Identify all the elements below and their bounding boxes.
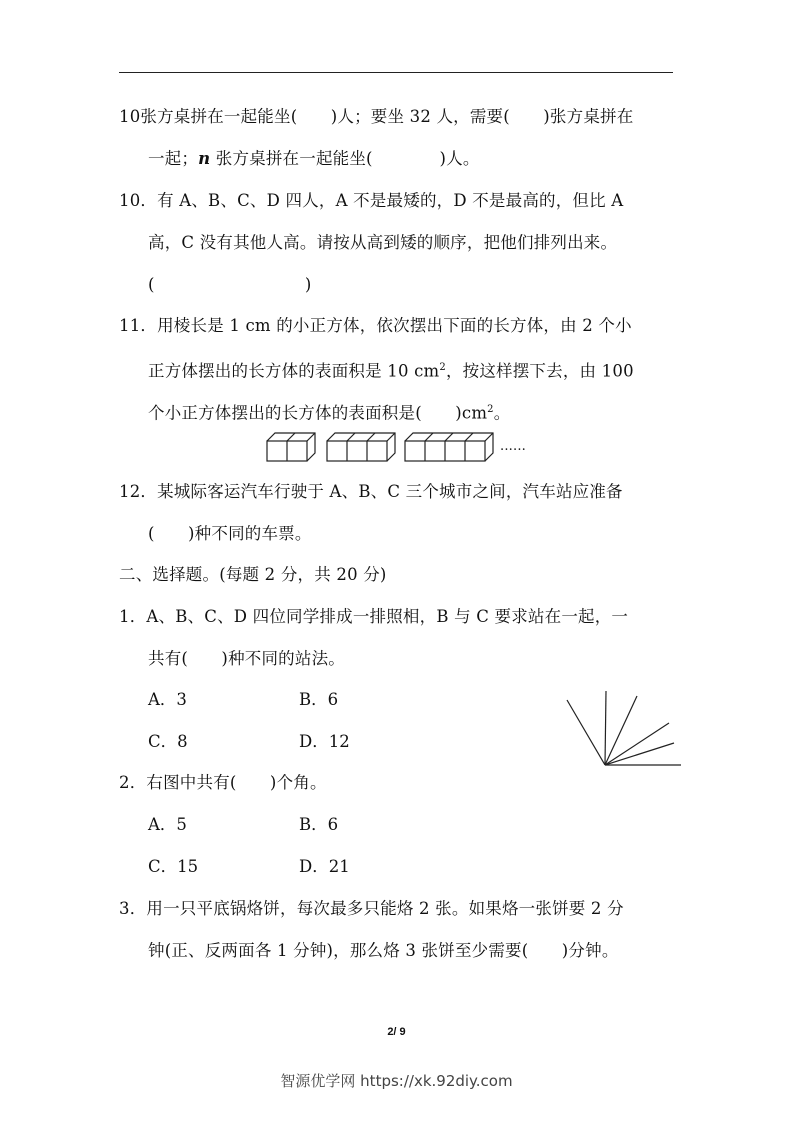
q1-option-d: D．12 bbox=[299, 732, 350, 751]
q1-option-b: B．6 bbox=[299, 690, 339, 709]
q11-sup-a: 2 bbox=[439, 362, 446, 373]
q11-text-a: 正方体摆出的长方体的表面积是 10 cm bbox=[148, 361, 440, 381]
q10-line-2: 高，C 没有其他人高。请按从高到矮的顺序，把他们排列出来。 bbox=[148, 233, 618, 252]
q11-text-c: 个小正方体摆出的长方体的表面积是( )cm bbox=[148, 403, 488, 423]
continuation-dots: ...... bbox=[500, 439, 526, 454]
q9-line-1: 10张方桌拼在一起能坐( )人；要坐 32 人，需要( )张方桌拼在 bbox=[119, 107, 634, 126]
choice-q3-line-1: 3．用一只平底锅烙饼，每次最多只能烙 2 张。如果烙一张饼要 2 分 bbox=[119, 899, 624, 918]
q12-line-2: ( )种不同的车票。 bbox=[148, 524, 312, 543]
q10-line-1: 10．有 A、B、C、D 四人，A 不是最矮的，D 不是最高的，但比 A bbox=[119, 191, 624, 210]
q12-line-1: 12．某城际客运汽车行驶于 A、B、C 三个城市之间，汽车站应准备 bbox=[119, 482, 623, 501]
choice-q3-line-2: 钟(正、反两面各 1 分钟)，那么烙 3 张饼至少需要( )分钟。 bbox=[148, 941, 619, 960]
q11-text-d: 。 bbox=[493, 403, 511, 423]
section-2-heading: 二、选择题。(每题 2 分，共 20 分) bbox=[119, 565, 387, 584]
q9-text-b: 张方桌拼在一起能坐( )人。 bbox=[210, 149, 480, 168]
q9-variable-n: n bbox=[198, 149, 211, 168]
top-rule bbox=[119, 72, 673, 73]
choice-q2-line: 2．右图中共有( )个角。 bbox=[119, 773, 327, 792]
q2-option-c: C．15 bbox=[148, 857, 199, 876]
q1-option-a: A．3 bbox=[148, 690, 187, 709]
q11-line-3 bbox=[148, 399, 510, 425]
q2-option-d: D．21 bbox=[299, 857, 350, 876]
q1-option-c: C．8 bbox=[148, 732, 188, 751]
choice-q1-line-2: 共有( )种不同的站法。 bbox=[148, 649, 345, 668]
q2-option-b: B．6 bbox=[299, 815, 339, 834]
q11-line-2 bbox=[148, 357, 634, 383]
footer-watermark: 智源优学网 https://xk.92diy.com bbox=[280, 1072, 513, 1090]
q11-sup-b: 2 bbox=[487, 404, 494, 415]
cuboid-3-cubes bbox=[327, 433, 395, 461]
cuboid-4-cubes bbox=[405, 433, 493, 461]
q2-option-a: A．5 bbox=[148, 815, 187, 834]
choice-q1-line-1: 1．A、B、C、D 四位同学排成一排照相，B 与 C 要求站在一起，一 bbox=[119, 607, 629, 626]
cuboid-2-cubes bbox=[267, 433, 315, 461]
q9-line-2 bbox=[148, 148, 480, 170]
angles-figure bbox=[560, 688, 684, 770]
cuboids-figure bbox=[262, 430, 502, 466]
q11-text-b: ，按这样摆下去，由 100 bbox=[445, 361, 634, 381]
q10-answer-blank: ( ) bbox=[148, 275, 312, 294]
q9-text-a: 一起； bbox=[148, 149, 199, 168]
q11-line-1: 11．用棱长是 1 cm 的小正方体，依次摆出下面的长方体，由 2 个小 bbox=[119, 316, 632, 335]
page-number: 2/ 9 bbox=[387, 1026, 406, 1038]
